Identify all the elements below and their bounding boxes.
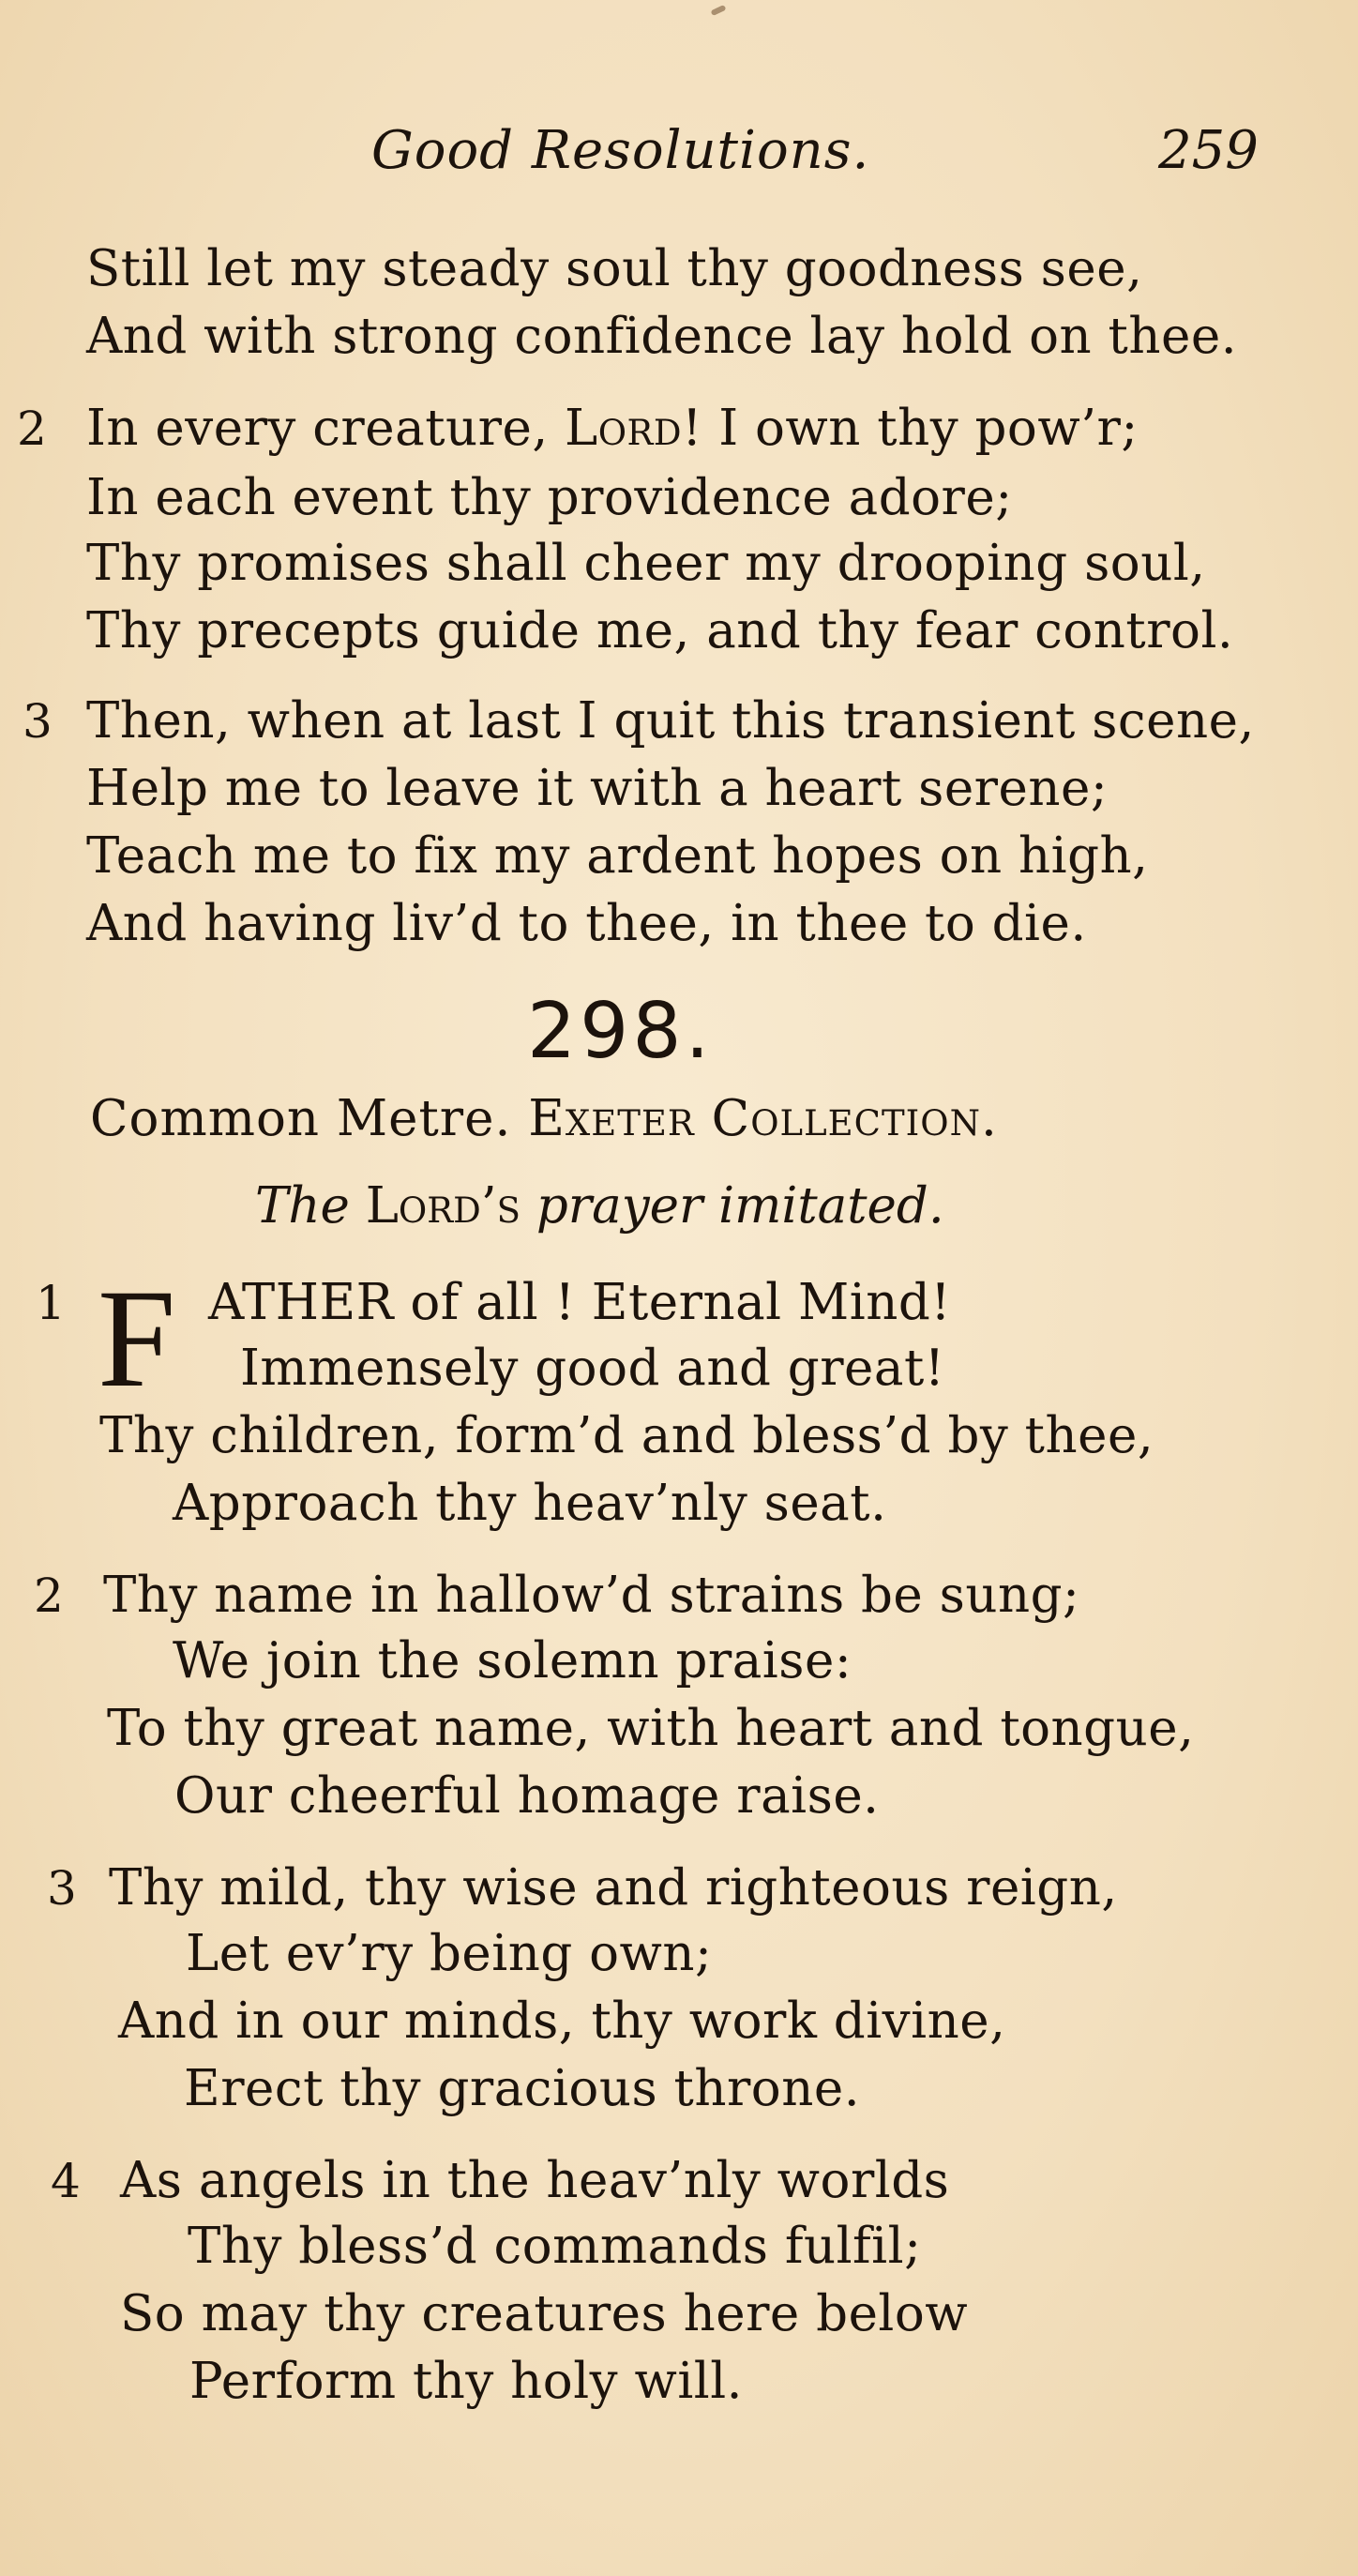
verse-line: So may thy creatures here below <box>120 2285 969 2342</box>
verse-line: As angels in the heav’nly worlds <box>120 2152 950 2209</box>
verse-text: In every creature, <box>86 400 566 457</box>
verse-text: ! I own thy pow’r; <box>682 400 1139 457</box>
hymn-number: 298. <box>527 987 714 1076</box>
verse-line: Thy promises shall cheer my drooping soul, <box>86 535 1206 592</box>
verse-line: To thy great name, with heart and tongue, <box>107 1700 1195 1757</box>
verse-line: Erect thy gracious throne. <box>184 2060 861 2117</box>
subtitle-lords: Lord’s <box>365 1177 521 1235</box>
stanza-number: 2 <box>17 402 47 456</box>
verse-line: We join the solemn praise: <box>173 1632 853 1690</box>
ink-speck <box>710 5 726 16</box>
verse-line: Perform thy holy will. <box>189 2353 744 2410</box>
meter-line <box>90 1090 998 1147</box>
verse-line: Thy bless’d commands fulfil; <box>188 2218 922 2275</box>
verse-line: Then, when at last I quit this transient scene, <box>86 692 1255 750</box>
verse-line: Let ev’ry being own; <box>186 1925 713 1982</box>
verse-line: And in our minds, thy work divine, <box>118 1993 1006 2050</box>
verse-line: Still let my steady soul thy goodness see, <box>86 240 1143 297</box>
verse-line: Thy children, form’d and bless’d by thee, <box>99 1407 1154 1464</box>
page-number: 259 <box>1158 120 1259 181</box>
verse-line: In each event thy providence adore; <box>86 469 1013 526</box>
meter-source: Exeter Collection. <box>528 1090 998 1147</box>
verse-line: Help me to leave it with a heart serene; <box>86 760 1109 817</box>
verse-line: Teach me to fix my ardent hopes on high, <box>86 827 1149 885</box>
verse-line: Thy mild, thy wise and righteous reign, <box>109 1859 1118 1917</box>
meter-text: Common Metre. <box>90 1090 529 1147</box>
verse-line: Approach thy heav’nly seat. <box>173 1475 887 1532</box>
verse-line: Immensely good and great! <box>240 1340 945 1397</box>
verse-line: And having liv’d to thee, in thee to die. <box>86 895 1087 952</box>
verse-line: Our cheerful homage raise. <box>174 1767 880 1825</box>
hymn-subtitle <box>255 1177 944 1235</box>
running-title: Good Resolutions. <box>371 120 870 181</box>
stanza-number: 3 <box>23 694 53 749</box>
verse-line: Thy name in hallow’d strains be sung; <box>103 1567 1080 1624</box>
verse-line <box>86 400 1139 457</box>
stanza-number: 2 <box>34 1568 64 1623</box>
stanza-number: 3 <box>47 1861 77 1916</box>
stanza-number: 4 <box>51 2154 81 2208</box>
subtitle-the: The <box>255 1177 350 1235</box>
verse-line: ATHER of all ! Eternal Mind! <box>208 1274 952 1331</box>
subtitle-rest: prayer imitated. <box>536 1177 944 1235</box>
verse-line: And with strong confidence lay hold on thee. <box>86 308 1238 365</box>
drop-cap: F <box>98 1261 176 1417</box>
verse-line: Thy precepts guide me, and thy fear control. <box>86 602 1234 659</box>
lord-smallcaps: Lord <box>565 400 683 457</box>
stanza-number: 1 <box>36 1276 66 1330</box>
running-header <box>0 120 1358 195</box>
